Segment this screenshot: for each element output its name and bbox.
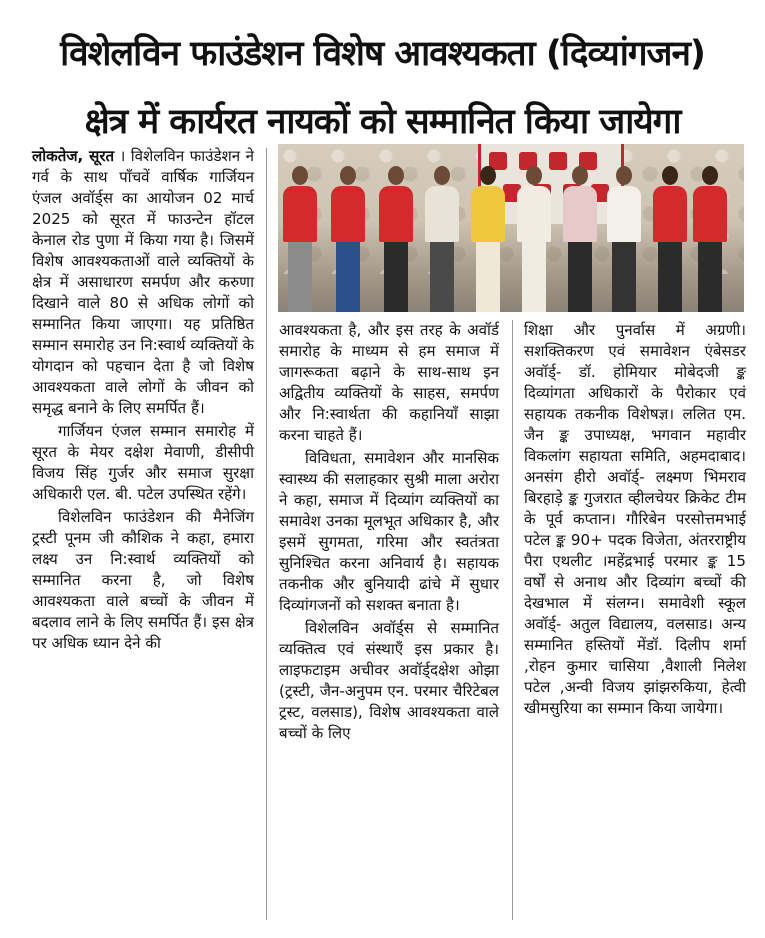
article-paragraph: विशेलविन फाउंडेशन की मैनेजिंग ट्रस्टी पूनम जी कौशिक ने कहा, हमारा लक्ष्य उन नि:स्वार्थ व्यक्तियों को सम्मानित करना है, जो विशेष आवश्यकता वाले बच्चों के जीवन में बदलाव लाने के लिए समर्पित हैं। इस क्षेत्र पर अधिक ध्यान देने की [32,508,254,652]
photo-person [468,164,508,312]
photo-person [328,164,368,312]
column-rule [266,148,267,920]
column-rule [512,320,513,920]
photo-person [604,164,644,312]
event-photo [278,144,744,312]
article-paragraph [32,146,254,419]
article-column-3 [524,320,746,719]
article-paragraph: गार्जियन एंजल सम्मान समारोह में सूरत के मेयर दक्षेश मेवाणी, डीसीपी विजय सिंह गुर्जर और समाज सुरक्षा अधिकारी एल. बी. पटेल उपस्थित रहेंगे। [32,422,254,503]
photo-person [280,164,320,312]
paragraph-text: । विशेलविन फाउंडेशन ने गर्व के साथ पाँचवें वार्षिक गार्जियन एंजल अवॉर्ड्स का आयोजन 02 मार्च 2025 को सूरत में फाउन्टेन हॉटल केनाल रोड पुणा में किया गया है। जिसमें विशेष आवश्यकताओं वाले व्यक्तियों के क्षेत्र में असाधारण समर्पण और करुणा दिखाने वाले 80 से अधिक लोगों को सम्मानित किया जाएगा। यह प्रतिष्ठित सम्मान समारोह उन नि:स्वार्थ व्यक्तियों के योगदान को पहचान देता है जो विशेष आवश्यकता वाले लोगों के जीवन को समृद्ध बनाने के लिए समर्पित हैं। [32,147,254,417]
article-paragraph: विशेलविन अवॉर्ड्स से सम्मानित व्यक्तित्व एवं संस्थाएँ इस प्रकार है। लाइफटाइम अचीवर अवॉर्ड्दक्षेश ओझा (ट्रस्टी, जैन-अनुपम एन. परमार चैरिटेबल ट्रस्ट, वलसाड), विशेष आवश्यकता वाले बच्चों के लिए [279,619,499,742]
photo-person [422,164,462,312]
article-column-1 [32,146,254,654]
headline-line-2: क्षेत्र में कार्यरत नायकों को सम्मानित किया जायेगा [84,102,681,143]
dateline: लोकतेज, सूरत [32,147,115,165]
article-paragraph: विविधता, समावेशन और मानसिक स्वास्थ्य की सलाहकार सुश्री माला अरोरा ने कहा, समाज में दिव्यांग व्यक्तियों का समावेश उनका मूलभूत अधिकार है, और इसमें सुगमता, गरिमा और स्वतंत्रता सुनिश्चित करना अनिवार्य है। सहायक तकनीक और बुनियादी ढांचे में सुधार दिव्यांगजनों को सशक्त बनाता है। [279,449,499,614]
photo-person [376,164,416,312]
article-paragraph: शिक्षा और पुनर्वास में अग्रणी। सशक्तिकरण एवं समावेशन एंबेसडर अवॉर्ड्- डॉ. होमियार मोबेदजी ङ्क दिव्यांगता अधिकारों के पैरोकार एवं सहायक तकनीक विशेषज्ञ। ललित एम. जैन ङ्क उपाध्यक्ष, भगवान महावीर विकलांग सहायता समिति, अहमदाबाद। अनसंग हीरो अवॉर्ड्- लक्ष्मण भिमराव बिरहाड़े ङ्क गुजरात व्हीलचेयर क्रिकेट टीम के पूर्व कप्तान। गौरिबेन परसोत्तमभाई पटेल ङ्क 90+ पदक विजेता, अंतरराष्ट्रीय पैरा एथलीट ।महेंद्रभाई परमार ङ्क 15 वर्षों से अनाथ और दिव्यांग बच्चों की देखभाल में संलग्न। समावेशी स्कूल अवॉर्ड्- अतुल विद्यालय, वलसाड। अन्य सम्मानित हस्तियों मेंडॉ. दिलीप शर्मा ,रोहन कुमार चासिया ,वैशाली निलेश पटेल ,अन्वी विजय झांझरुकिया, हेत्वी खीमसुरिया का सम्मान किया जायेगा। [524,321,746,717]
photo-person [690,164,730,312]
photo-person [560,164,600,312]
photo-person [514,164,554,312]
article-paragraph: आवश्यकता है, और इस तरह के अवॉर्ड समारोह के माध्यम से हम समाज में जागरूकता बढ़ाने के साथ-साथ इन अद्वितीय व्यक्तियों के साहस, समर्पण और नि:स्वार्थता की कहानियाँ साझा करना चाहते हैं। [279,321,499,444]
article-column-2 [279,320,499,744]
photo-person [650,164,690,312]
headline-line-1: विशेलविन फाउंडेशन विशेष आवश्यकता (दिव्यांगजन) [60,34,705,75]
